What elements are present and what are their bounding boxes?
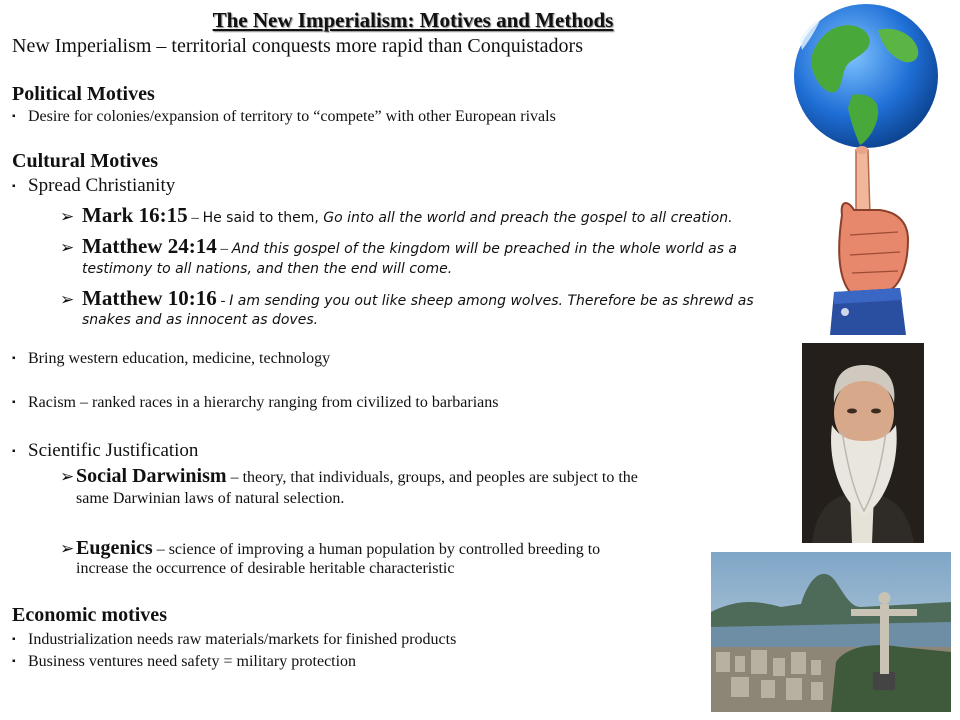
economic-heading: Economic motives bbox=[12, 604, 167, 626]
social-darwinism-continuation: same Darwinian laws of natural selection. bbox=[76, 490, 345, 507]
bullet-square-icon: ▪ bbox=[12, 634, 16, 645]
bullet-arrow-icon: ➢ bbox=[60, 539, 75, 558]
cultural-heading: Cultural Motives bbox=[12, 150, 159, 172]
verse-ref: Matthew 24:14 bbox=[82, 234, 217, 258]
rio-de-janeiro-image bbox=[711, 552, 951, 712]
economic-item: ▪ Industrialization needs raw materials/markets for finished products bbox=[12, 631, 457, 648]
verse-ref: Matthew 10:16 bbox=[82, 286, 217, 310]
bullet-square-icon: ▪ bbox=[12, 353, 16, 364]
economic-item: ▪ Business ventures need safety = military protection bbox=[12, 653, 357, 670]
bullet-square-icon: ▪ bbox=[12, 397, 16, 408]
verse-continuation: snakes and as innocent as doves. bbox=[82, 312, 319, 328]
political-item: ▪ Desire for colonies/expansion of territory to “compete” with other European rivals bbox=[12, 108, 556, 125]
verse-continuation: testimony to all nations, and then the end will come. bbox=[82, 261, 453, 277]
social-darwinism-item: ➢Social Darwinism – theory, that individuals, groups, and peoples are subject to the bbox=[60, 465, 638, 487]
page-title: The New Imperialism: Motives and Methods bbox=[212, 8, 614, 32]
christianity-item: ▪ Spread Christianity bbox=[12, 175, 176, 196]
verse-matthew-10: ➢ Matthew 10:16 - I am sending you out like sheep among wolves. Therefore be as shrewd as bbox=[60, 286, 754, 310]
bullet-arrow-icon: ➢ bbox=[60, 290, 75, 309]
political-heading: Political Motives bbox=[12, 83, 155, 105]
bullet-arrow-icon: ➢ bbox=[60, 207, 75, 226]
racism-item: ▪ Racism – ranked races in a hierarchy ranging from civilized to barbarians bbox=[12, 394, 499, 411]
eugenics-item: ➢Eugenics – science of improving a human population by controlled breeding to bbox=[60, 537, 601, 559]
bullet-arrow-icon: ➢ bbox=[60, 467, 75, 486]
bullet-square-icon: ▪ bbox=[12, 446, 16, 457]
verse-mark: ➢ Mark 16:15 – He said to them, Go into all the world and preach the gospel to all creation. bbox=[60, 203, 733, 227]
education-item: ▪ Bring western education, medicine, technology bbox=[12, 350, 331, 367]
bullet-square-icon: ▪ bbox=[12, 656, 16, 667]
verse-ref: Mark 16:15 bbox=[82, 203, 188, 227]
globe-on-finger-image bbox=[790, 0, 940, 335]
scientific-item: ▪ Scientific Justification bbox=[12, 440, 199, 461]
bullet-square-icon: ▪ bbox=[12, 181, 16, 192]
darwin-portrait-image bbox=[802, 343, 924, 543]
eugenics-continuation: increase the occurrence of desirable heritable characteristic bbox=[76, 560, 455, 577]
verse-matthew-24: ➢ Matthew 24:14 – And this gospel of the kingdom will be preached in the whole world as a bbox=[60, 234, 738, 258]
intro-text: New Imperialism – territorial conquests more rapid than Conquistadors bbox=[12, 35, 583, 57]
bullet-arrow-icon: ➢ bbox=[60, 238, 75, 257]
bullet-square-icon: ▪ bbox=[12, 111, 16, 122]
